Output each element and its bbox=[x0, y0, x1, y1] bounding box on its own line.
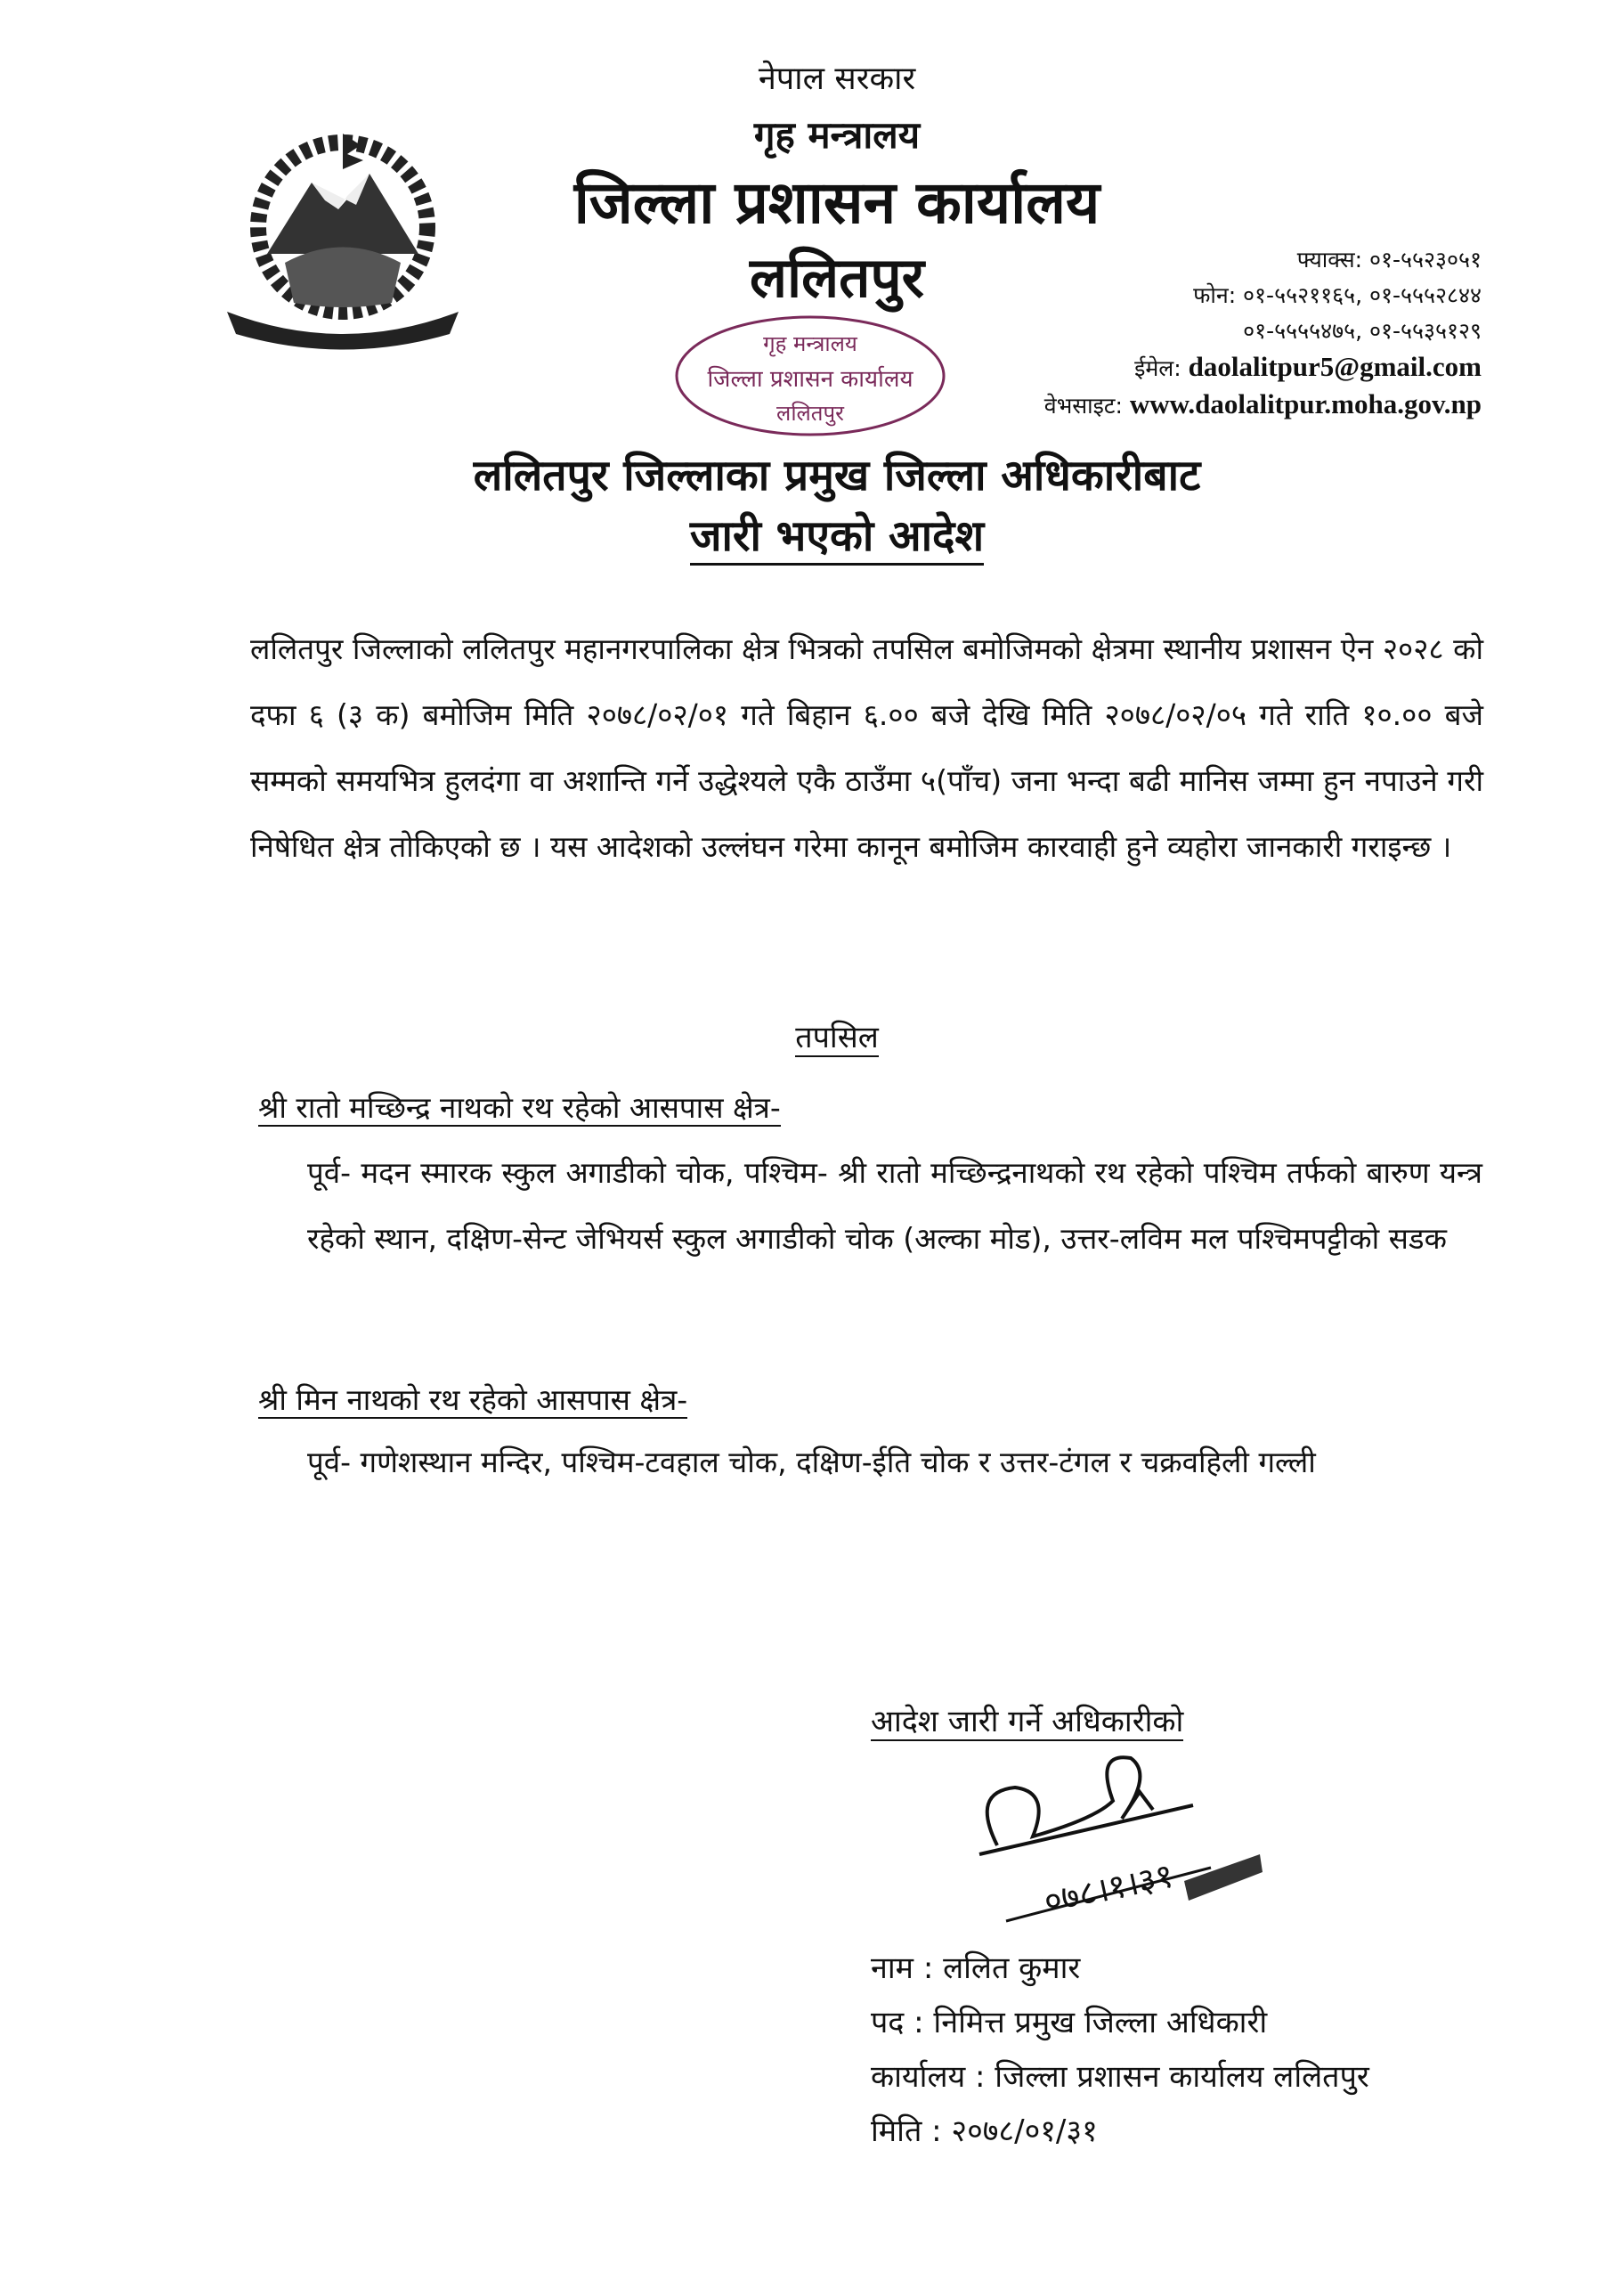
phone-numbers: फोन: ०१-५५२११६५, ०१-५५५२८४४ bbox=[1193, 282, 1482, 308]
order-subheading bbox=[0, 506, 1624, 564]
email-link[interactable]: daolalitpur5@gmail.com bbox=[1188, 351, 1482, 382]
section-title-min-nath bbox=[258, 1379, 687, 1419]
district-name: ललितपुर bbox=[749, 245, 925, 310]
stamp-line-1: गृह मन्त्रालय bbox=[763, 331, 857, 356]
stamp-line-2: जिल्ला प्रशासन कार्यालय bbox=[707, 366, 914, 393]
website-link[interactable]: www.daolalitpur.moha.gov.np bbox=[1129, 388, 1482, 419]
stamp-line-3: ललितपुर bbox=[776, 401, 844, 426]
schedule-heading-text: तपसिल bbox=[795, 1020, 879, 1055]
order-heading: ललितपुर जिल्लाका प्रमुख जिल्ला अधिकारीबाट bbox=[473, 451, 1201, 501]
handwritten-signature bbox=[962, 1747, 1264, 1930]
section-title-text: श्री रातो मच्छिन्द्र नाथको रथ रहेको आसपास क्षेत्र- bbox=[258, 1090, 781, 1125]
website-label: वेभसाइट: bbox=[1043, 393, 1123, 419]
section-title-rato-machhindranath bbox=[258, 1087, 781, 1127]
email-line bbox=[1044, 349, 1482, 387]
signatory-date: मिति : २०७८/०१/३१ bbox=[871, 2113, 1098, 2149]
signature-date: ०७८।१।३१ bbox=[1040, 1855, 1177, 1922]
signatory-name: नाम : ललित कुमार bbox=[871, 1950, 1081, 1986]
signatory-post: पद : निमित्त प्रमुख जिल्ला अधिकारी bbox=[871, 2005, 1268, 2040]
signatory-office: कार्यालय : जिल्ला प्रशासन कार्यालय ललितपुर bbox=[871, 2059, 1369, 2095]
signatory-heading-text: आदेश जारी गर्ने अधिकारीको bbox=[871, 1704, 1184, 1739]
phone-numbers-2: ०१-५५५५४७५, ०१-५५३५१२९ bbox=[1243, 318, 1482, 344]
fax-number: फ्याक्स: ०१-५५२३०५१ bbox=[1296, 247, 1482, 273]
signatory-heading bbox=[871, 1699, 1183, 1740]
order-body: ललितपुर जिल्लाको ललितपुर महानगरपालिका क्षेत्र भित्रको तपसिल बमोजिमको क्षेत्रमा स्थानीय प्रशासन ऐन २०२८ को दफा ६ (३ क) बमोजिम मिति २०७८/०२/०१ गते बिहान ६.०० बजे देखि मिति २०७८/०२/०५ गते राति १०.०० बजे सम्मको समयभित्र हुलदंगा वा अशान्ति गर्ने उद्धेश्यले एकै ठाउँमा ५(पाँच) जना भन्दा बढी मानिस जम्मा हुन नपाउने गरी निषेधित क्षेत्र तोकिएको छ । यस आदेशको उल्लंघन गरेमा कानून बमोजिम कारवाही हुने व्यहोरा जानकारी गराइन्छ । bbox=[250, 631, 1483, 864]
section-body-min-nath: पूर्व- गणेशस्थान मन्दिर, पश्चिम-टवहाल चोक, दक्षिण-ईति चोक र उत्तर-टंगल र चक्रवहिली गल्ली bbox=[307, 1445, 1316, 1479]
section-title-text: श्री मिन नाथको रथ रहेको आसपास क्षेत्र- bbox=[258, 1382, 688, 1417]
office-name: जिल्ला प्रशासन कार्यालय bbox=[573, 168, 1100, 237]
schedule-heading bbox=[0, 1015, 1624, 1056]
contact-block bbox=[1044, 242, 1482, 424]
email-label: ईमेल: bbox=[1134, 355, 1181, 381]
ministry-name: गृह मन्त्रालय bbox=[753, 113, 921, 157]
office-stamp bbox=[659, 314, 962, 438]
order-subheading-text: जारी भएको आदेश bbox=[690, 511, 984, 566]
nepal-emblem-icon bbox=[214, 120, 472, 352]
section-body-rato-machhindranath: पूर्व- मदन स्मारक स्कुल अगाडीको चोक, पश्चिम- श्री रातो मच्छिन्द्रनाथको रथ रहेको पश्चिम तर्फको बारुण यन्त्र रहेको स्थान, दक्षिण-सेन्ट जेभियर्स स्कुल अगाडीको चोक (अल्का मोड), उत्तर-लविम मल पश्चिमपट्टीको सडक bbox=[307, 1155, 1482, 1256]
government-name: नेपाल सरकार bbox=[758, 61, 916, 97]
website-line bbox=[1044, 387, 1482, 424]
signatory-details bbox=[871, 1942, 1369, 2159]
